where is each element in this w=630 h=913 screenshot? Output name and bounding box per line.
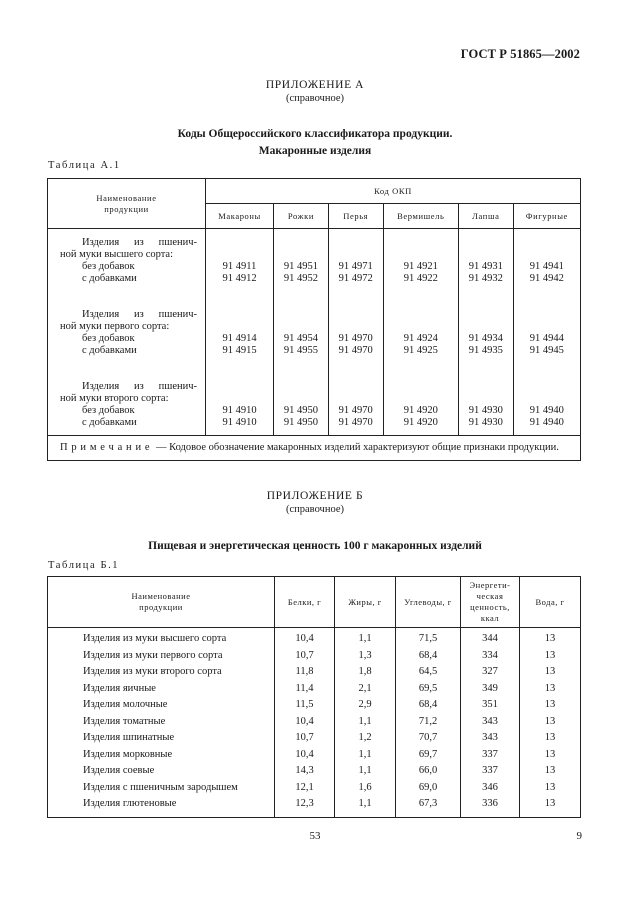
page-number-right: 9: [576, 830, 582, 842]
protein-header: Белки, г: [275, 577, 335, 628]
product-group: Изделия из пшенич- ной муки второго сорта: без добавок с добавками: [60, 381, 197, 428]
table-note: [48, 436, 581, 461]
appendix-b-title: ПРИЛОЖЕНИЕ Б: [266, 490, 364, 502]
fat-column: 1,1 1,3 1,8 2,1 2,9 1,1 1,2 1,1 1,1 1,6 1,1: [335, 628, 396, 818]
table-row-name: Изделия яичные: [83, 682, 156, 694]
name-header: Наименование продукции: [96, 192, 157, 214]
water-column: 13 13 13 13 13 13 13 13 13 13 13: [520, 628, 581, 818]
energy-header: Энергети- ческая ценность, ккал: [461, 577, 520, 628]
page-number-center: 53: [309, 830, 321, 842]
name-header: Наименование продукции: [131, 591, 191, 612]
carbs-column: 71,5 68,4 64,5 69,5 68,4 71,2 70,7 69,7 66,0 69,0 67,3: [396, 628, 461, 818]
table-row-name: Изделия глютеновые: [83, 798, 177, 809]
code-column-rozhki: 91 4951 91 4952 91 4954 91 4955 91 4950 91 4950: [274, 229, 329, 436]
appendix-a-heading-line-2: Макаронные изделия: [258, 145, 372, 157]
column-header: Лапша: [458, 204, 513, 229]
table-row-name: Изделия с пшеничным зародышем: [83, 781, 238, 793]
note-lead: Примечание: [60, 442, 154, 453]
column-header: Рожки: [274, 204, 329, 229]
code-column-makarony: 91 4911 91 4912 91 4914 91 4915 91 4910 91 4910: [206, 229, 274, 436]
column-header: Макароны: [206, 204, 274, 229]
appendix-a-heading: [0, 126, 630, 160]
column-header: Перья: [328, 204, 383, 229]
code-column-perya: 91 4971 91 4972 91 4970 91 4970 91 4970 91 4970: [328, 229, 383, 436]
table-row-name: Изделия молочные: [83, 699, 168, 710]
table-row-name: Изделия шпинатные: [83, 732, 175, 743]
table-row-name: Изделия из муки высшего сорта: [83, 633, 227, 644]
product-names-cell: [48, 229, 206, 436]
table-b1-label: Таблица Б.1: [48, 560, 120, 571]
water-header: Вода, г: [520, 577, 581, 628]
column-header: Фигурные: [513, 204, 580, 229]
appendix-b-subtitle: (справочное): [286, 504, 344, 515]
product-group: Изделия из пшенич- ной муки высшего сорта: без добавок с добавками: [60, 237, 197, 284]
code-column-lapsha: 91 4931 91 4932 91 4934 91 4935 91 4930 91 4930: [458, 229, 513, 436]
product-group: Изделия из пшенич- ной муки первого сорта: без добавок с добавками: [60, 309, 197, 356]
table-row-name: Изделия томатные: [83, 715, 166, 727]
nutrition-table: [47, 576, 581, 818]
table-row-name: Изделия из муки второго сорта: [83, 666, 222, 677]
appendix-a-title: ПРИЛОЖЕНИЕ А: [265, 79, 365, 91]
code-column-figurnye: 91 4941 91 4942 91 4944 91 4945 91 4940 91 4940: [513, 229, 580, 436]
protein-column: 10,4 10,7 11,8 11,4 11,5 10,4 10,7 10,4 14,3 12,1 12,3: [275, 628, 335, 818]
okp-code-header: Код ОКП: [206, 179, 581, 204]
note-text: — Кодовое обозначение макаронных изделий характеризуют общие признаки продукции.: [153, 442, 559, 453]
okp-codes-table: [47, 178, 581, 461]
table-row-name: Изделия морковные: [83, 748, 173, 760]
energy-column: 344 334 327 349 351 343 343 337 337 346 336: [461, 628, 520, 818]
code-column-vermishel: 91 4921 91 4922 91 4924 91 4925 91 4920 91 4920: [383, 229, 458, 436]
appendix-a-subtitle: (справочное): [286, 93, 344, 104]
column-header: Вермишель: [383, 204, 458, 229]
table-row-name: Изделия из муки первого сорта: [83, 649, 223, 661]
table-a1-label: Таблица А.1: [48, 160, 121, 171]
table-row-name: Изделия соевые: [83, 765, 155, 776]
fat-header: Жиры, г: [335, 577, 396, 628]
appendix-b-heading: Пищевая и энергетическая ценность 100 г макаронных изделий: [148, 540, 482, 552]
carbs-header: Углеводы, г: [396, 577, 461, 628]
product-name-column: [48, 628, 275, 818]
appendix-a-heading-line-1: Коды Общероссийского классификатора продукции.: [177, 128, 453, 140]
document-code: ГОСТ Р 51865—2002: [460, 47, 580, 61]
